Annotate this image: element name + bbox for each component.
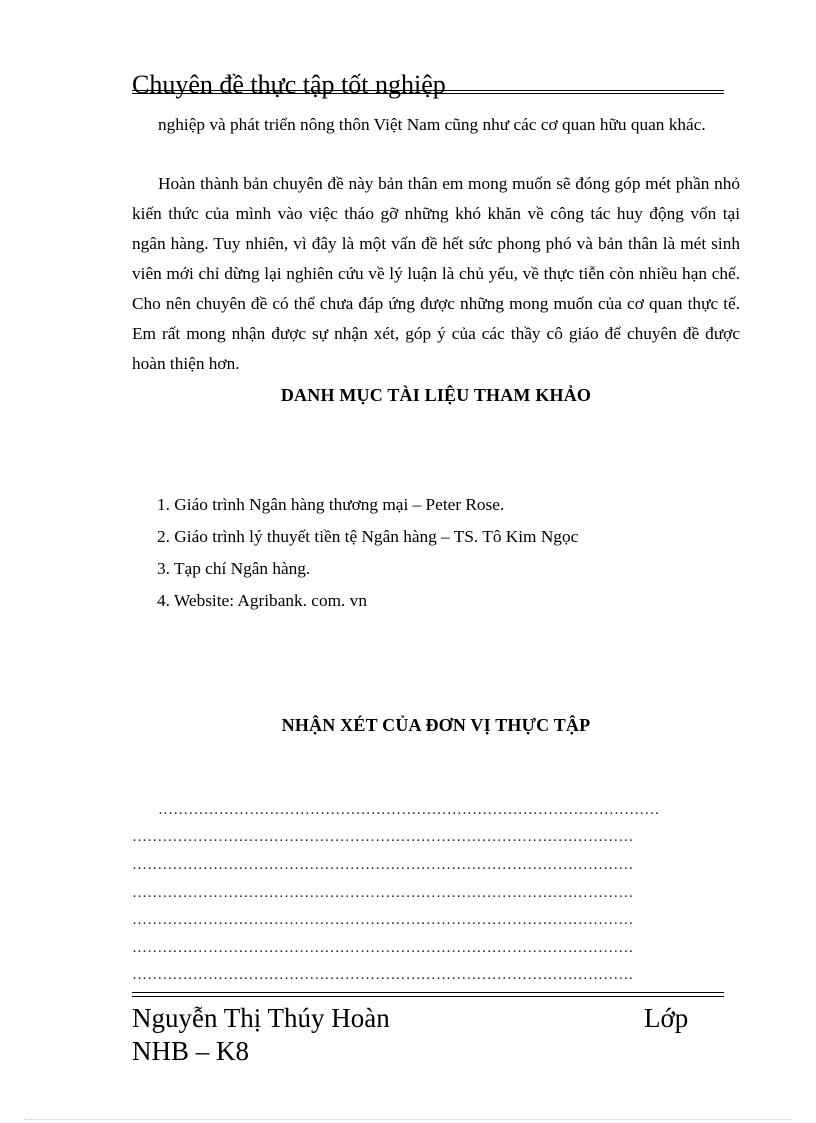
- review-heading: NHẬN XÉT CỦA ĐƠN VỊ THỰC TẬP: [281, 715, 591, 735]
- review-line: ………………………………………………………………………………………: [158, 802, 660, 818]
- footer-class-value: NHB – K8: [132, 1036, 250, 1066]
- footer-rule-top: [132, 992, 724, 993]
- page-edge-divider: [24, 1119, 792, 1120]
- review-line: ………………………………………………………………………………………: [132, 885, 634, 901]
- reference-item: 4. Website: Agribank. com. vn: [157, 591, 367, 610]
- header-rule-top: [132, 90, 724, 91]
- reference-item: 1. Giáo trình Ngân hàng thương mại – Peter Rose.: [157, 495, 505, 514]
- header-rule-bottom: [132, 93, 724, 94]
- reference-item: 3. Tạp chí Ngân hàng.: [157, 559, 311, 578]
- review-line: ………………………………………………………………………………………: [132, 940, 634, 956]
- footer-author: Nguyễn Thị Thúy Hoàn: [132, 1003, 390, 1033]
- header-title: Chuyên đề thực tập tốt nghiệp: [132, 70, 446, 99]
- body-paragraph-1: nghiệp và phát triển nông thôn Việt Nam cũng như các cơ quan hữu quan khác.: [158, 115, 706, 134]
- reference-item: 2. Giáo trình lý thuyết tiền tệ Ngân hàng – TS. Tô Kim Ngọc: [157, 527, 579, 546]
- footer-rule-bottom: [132, 996, 724, 997]
- references-heading: DANH MỤC TÀI LIỆU THAM KHẢO: [280, 385, 592, 405]
- review-line: ………………………………………………………………………………………: [132, 857, 634, 873]
- body-paragraph-2: Hoàn thành bản chuyên đề này bản thân em mong muốn sẽ đóng góp mét phần nhỏ kiến thức của mình vào việc tháo gỡ những khó khăn về công tác huy động vốn tại ngân hàng. Tuy nhiên, vì đây là một vấn đề hết sức phong phó và bản thân là mét sinh viên mới chỉ dừng lại nghiên cứu về lý luận là chủ yếu, về thực tiễn còn nhiều hạn chế. Cho nên chuyên đề có thể chưa đáp ứng được những mong muốn của cơ quan thực tế. Em rất mong nhận được sự nhận xét, góp ý của các thầy cô giáo để chuyên đề được hoàn thiện hơn.: [132, 174, 740, 373]
- review-line: ………………………………………………………………………………………: [132, 829, 634, 845]
- review-line: ………………………………………………………………………………………: [132, 967, 634, 983]
- review-line: ………………………………………………………………………………………: [132, 912, 634, 928]
- footer-class-label: Lớp: [644, 1003, 689, 1033]
- references-list: [157, 489, 578, 617]
